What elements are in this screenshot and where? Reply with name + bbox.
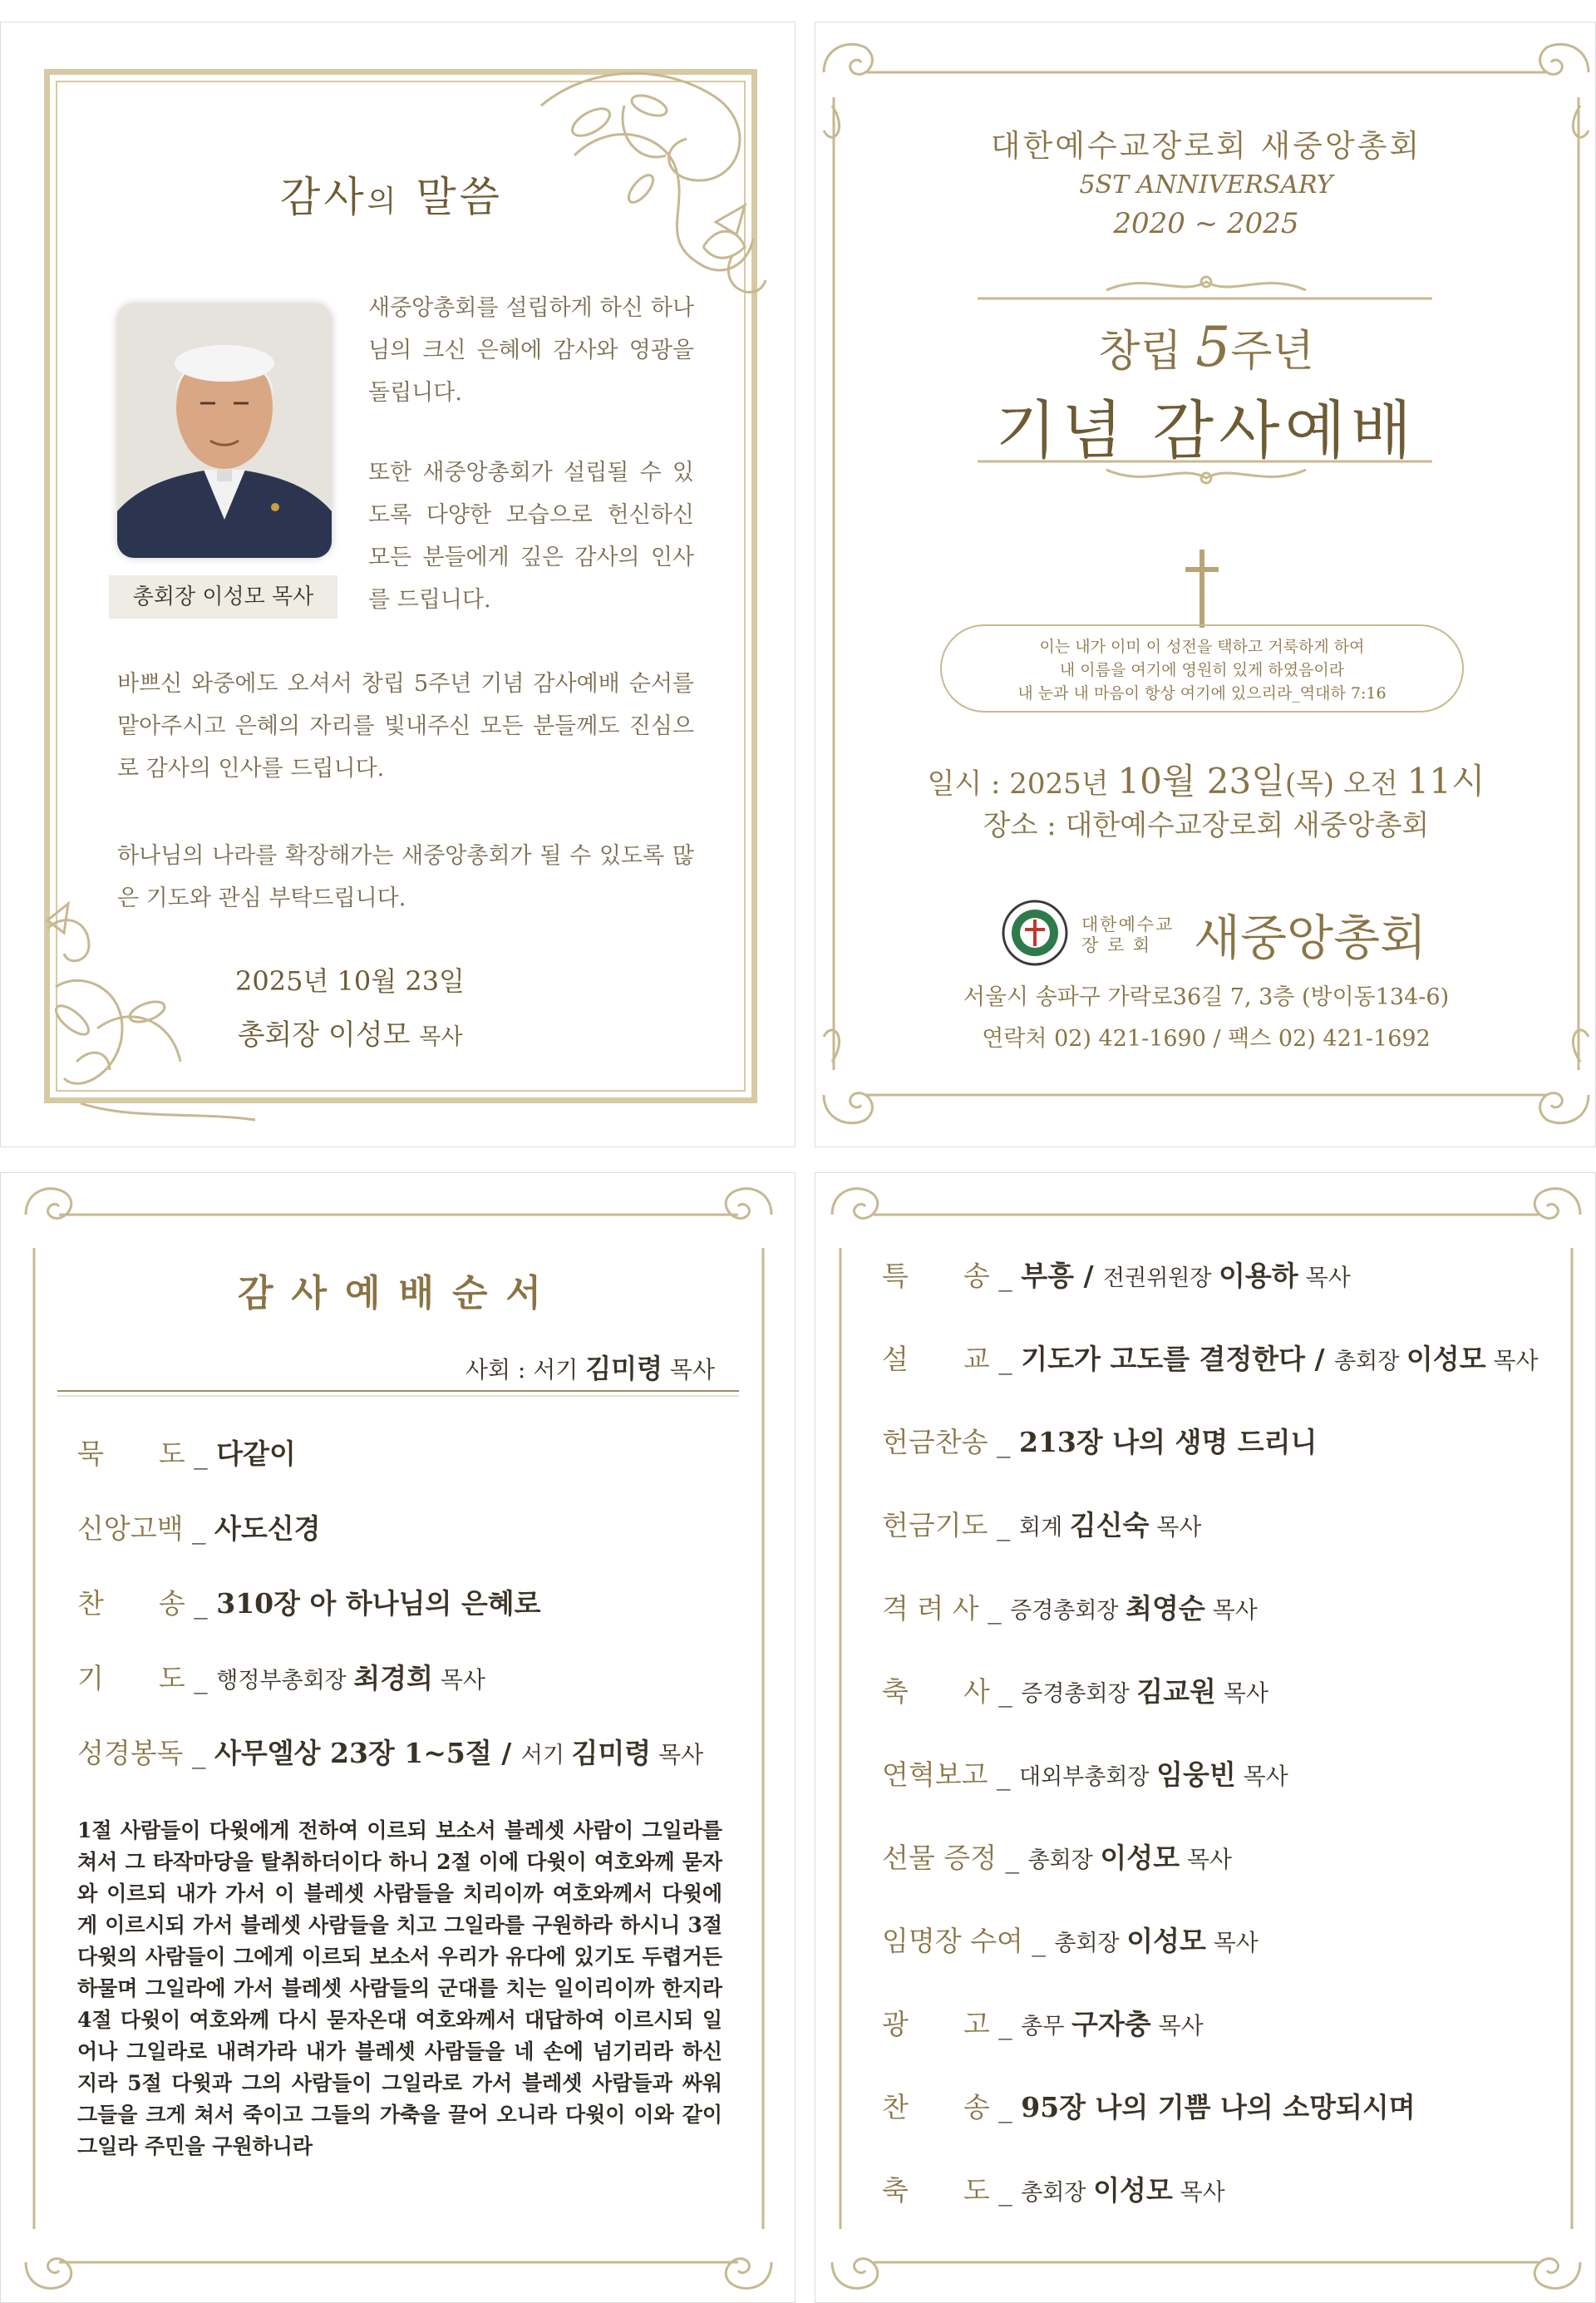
order-item: 찬 송 _ 310장 아 하나님의 은혜로: [77, 1587, 541, 1620]
order-item: 성경봉독 _ 사무엘상 23장 1~5절 / 서기 김미령 목사: [77, 1737, 704, 1769]
order-item: 연혁보고 _ 대외부총회장 임웅빈 목사: [882, 1758, 1288, 1791]
order-title: 감사예배순서: [237, 1272, 560, 1314]
order-item: 선물 증정 _ 총회장 이성모 목사: [882, 1842, 1232, 1874]
host-info: 사회 : 서기 김미령 목사: [465, 1353, 715, 1384]
verse-line: 내 눈과 내 마음이 항상 여기에 있으리라_역대하 7:16: [1017, 684, 1387, 703]
order-item: 묵 도 _ 다같이: [77, 1438, 296, 1470]
thanks-panel: [0, 22, 796, 1147]
thanks-paragraph: 새중앙총회를 설립하게 하신 하나님의 크신 은혜에 감사와 영광을 돌립니다.: [368, 295, 694, 406]
floral-ornament-icon: [525, 56, 774, 313]
association-name: 대한예수교장로회 새중앙총회: [990, 128, 1422, 164]
portrait-image: [117, 303, 332, 558]
church-seal-icon: [1001, 899, 1069, 967]
photo-caption: 총회장 이성모 목사: [109, 575, 337, 619]
order-item: 기 도 _ 행정부총회장 최경희 목사: [77, 1662, 485, 1694]
order-item: 광 고 _ 총무 구자충 목사: [882, 2008, 1204, 2040]
org-name: 새중앙총회: [1194, 910, 1427, 966]
order-item: 설 교 _ 기도가 고도를 결정한다 / 총회장 이성모 목사: [882, 1343, 1539, 1375]
order-item: 신앙고백 _ 사도신경: [77, 1512, 321, 1545]
order-item: 축 사 _ 증경총회장 김교원 목사: [882, 1675, 1268, 1708]
signature: 총회장 이성모 목사: [237, 1018, 463, 1052]
thanks-paragraph: 또한 새중앙총회가 설립될 수 있도록 다양한 모습으로 헌신하신 모든 분들에게 깊은 감사의 인사를 드립니다.: [368, 460, 694, 613]
letter-date: 2025년 10월 23일: [235, 965, 465, 997]
order-item: 특 송 _ 부흥 / 전권위원장 이용하 목사: [882, 1260, 1351, 1292]
thanks-paragraph: 바쁘신 와중에도 오셔서 창립 5주년 기념 감사예배 순서를 맡아주시고 은혜의 자리를 빛내주신 모든 분들께도 진심으로 감사의 인사를 드립니다.: [117, 671, 694, 782]
verse-line: 이는 내가 이미 이 성전을 택하고 거룩하게 하여: [1039, 638, 1365, 656]
event-location: 장소 : 대한예수교장로회 새중앙총회: [983, 809, 1430, 842]
order-item: 격 려 사 _ 증경총회장 최영순 목사: [882, 1592, 1258, 1625]
cover-panel: [815, 22, 1596, 1147]
order-item: 찬 송 _ 95장 나의 기쁨 나의 소망되시며: [882, 2091, 1416, 2123]
page-title: 감사의 말씀: [280, 173, 503, 221]
order-item: 임명장 수여 _ 총회장 이성모 목사: [882, 1925, 1259, 1957]
order-item: 헌금기도 _ 회계 김신숙 목사: [882, 1509, 1202, 1541]
order-item: 축 도 _ 총회장 이성모 목사: [882, 2174, 1225, 2207]
order-panel-2: [815, 1172, 1596, 2303]
contact-info: 연락처 02) 421-1690 / 팩스 02) 421-1692: [982, 1026, 1431, 1052]
event-title-line1: 창립 5주년: [1098, 315, 1314, 379]
pastor-photo: [117, 303, 332, 558]
org-subtitle: 대한예수교 장 로 회: [1081, 915, 1175, 955]
thanks-paragraph: 하나님의 나라를 확장해가는 새중앙총회가 될 수 있도록 많은 기도와 관심 부탁드립니다.: [117, 843, 694, 911]
event-title-line2: 기념 감사예배: [995, 393, 1417, 467]
verse-line: 내 이름을 여기에 영원히 있게 하였음이라: [1059, 661, 1345, 679]
order-item: 헌금찬송 _ 213장 나의 생명 드리니: [882, 1426, 1318, 1458]
anniversary-label: 5ST ANNIVERSARY: [1079, 170, 1333, 200]
anniversary-years: 2020 ~ 2025: [1113, 207, 1299, 240]
bible-verse-box: [940, 624, 1464, 713]
address: 서울시 송파구 가락로36길 7, 3층 (방이동134-6): [963, 984, 1450, 1010]
event-datetime: 일시 : 2025년 10월 23일(목) 오전 11시: [927, 761, 1485, 801]
scripture-text: 1절 사람들이 다윗에게 전하여 이르되 보소서 블레셋 사람이 그일라를 쳐서 그 타작마당을 탈취하더이다 하니 2절 이에 다윗이 여호와께 묻자와 이르되 내가 가서 이 블레셋 사람들을 치리이까 여호와께서 다윗에게 이르시되 가서 블레셋 사람들을 치고 그일라를 구원하라 하시니 3절 다윗의 사람들이 그에게 이르되 보소서 우리가 유다에 있기도 두렵거든 하물며 그일라에 가서 블레셋 사람들의 군대를 치는 일이리이까 한지라 4절 다윗이 여호와께 다시 묻자온대 여호와께서 대답하여 이르시되 일어나 그일라로 내려가라 내가 블레셋 사람들을 네 손에 넘기리라 하신지라 5절 다윗과 그의 사람들이 그일라로 가서 블레셋 사람들과 싸워 그들을 크게 쳐서 죽이고 그들의 가축을 끌어 오니라 다윗이 이와 같이 그일라 주민을 구원하니라: [77, 1818, 722, 2158]
order-panel-1: [0, 1172, 796, 2303]
